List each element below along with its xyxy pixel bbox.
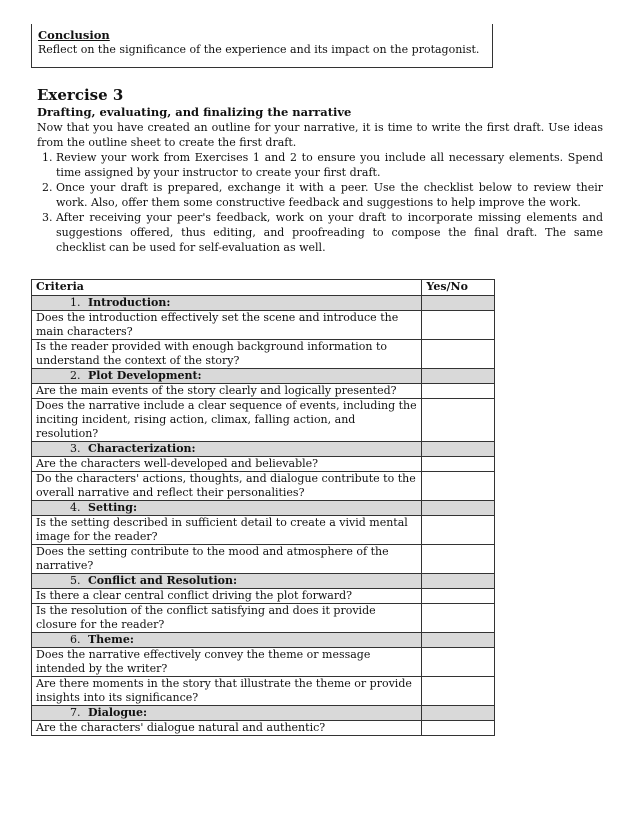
table-row bbox=[32, 604, 495, 633]
yesno-answer-cell[interactable] bbox=[422, 648, 495, 677]
yesno-answer-cell[interactable] bbox=[422, 516, 495, 545]
section-yesno-cell bbox=[422, 442, 495, 457]
section-yesno-cell bbox=[422, 501, 495, 516]
section-title: Conflict and Resolution: bbox=[88, 574, 238, 587]
section-title-cell bbox=[32, 442, 422, 457]
yesno-answer-cell[interactable] bbox=[422, 604, 495, 633]
yesno-answer-cell[interactable] bbox=[422, 384, 495, 399]
yesno-answer-cell[interactable] bbox=[422, 472, 495, 501]
section-title: Theme: bbox=[88, 633, 134, 646]
section-title: Dialogue: bbox=[88, 706, 148, 719]
section-row bbox=[32, 442, 495, 457]
yesno-header: Yes/No bbox=[422, 280, 495, 296]
conclusion-text: Reflect on the significance of the experience and its impact on the protagonist. bbox=[38, 43, 480, 56]
section-yesno-cell bbox=[422, 574, 495, 589]
section-row bbox=[32, 706, 495, 721]
section-row bbox=[32, 369, 495, 384]
section-row bbox=[32, 633, 495, 648]
exercise-title: Exercise 3 bbox=[37, 86, 124, 104]
yesno-answer-cell[interactable] bbox=[422, 545, 495, 574]
table-row bbox=[32, 589, 495, 604]
yesno-answer-cell[interactable] bbox=[422, 677, 495, 706]
criteria-question: Are the characters well-developed and believable? bbox=[32, 457, 422, 472]
criteria-question: Does the narrative include a clear sequence of events, including the inciting incident, rising action, climax, falling action, and resolution? bbox=[32, 399, 422, 442]
conclusion-box bbox=[31, 24, 493, 68]
table-row bbox=[32, 516, 495, 545]
section-row bbox=[32, 501, 495, 516]
yesno-answer-cell[interactable] bbox=[422, 311, 495, 340]
criteria-question: Does the introduction effectively set the scene and introduce the main characters? bbox=[32, 311, 422, 340]
exercise-step: 2. Once your draft is prepared, exchange it with a peer. Use the checklist below to review their work. Also, offer them some constructive feedback and suggestions to help improve the work. bbox=[56, 180, 603, 210]
criteria-header: Criteria bbox=[32, 280, 422, 296]
section-number: 7. bbox=[70, 706, 81, 719]
exercise-section bbox=[37, 86, 603, 255]
table-row bbox=[32, 721, 495, 736]
yesno-answer-cell[interactable] bbox=[422, 589, 495, 604]
table-row bbox=[32, 311, 495, 340]
section-number: 6. bbox=[70, 633, 81, 646]
table-row bbox=[32, 472, 495, 501]
yesno-answer-cell[interactable] bbox=[422, 399, 495, 442]
table-header-row bbox=[32, 280, 495, 296]
table-row bbox=[32, 399, 495, 442]
exercise-step: 3. After receiving your peer's feedback, work on your draft to incorporate missing elements and suggestions offered, thus editing, and proofreading to compose the final draft. The same checklist can be used for self-evaluation as well. bbox=[56, 210, 603, 255]
section-title: Characterization: bbox=[88, 442, 196, 455]
exercise-intro: Now that you have created an outline for your narrative, it is time to write the first draft. Use ideas from the outline sheet to create the first draft. bbox=[37, 121, 603, 149]
section-title-cell bbox=[32, 706, 422, 721]
section-yesno-cell bbox=[422, 369, 495, 384]
section-title-cell bbox=[32, 369, 422, 384]
table-row bbox=[32, 677, 495, 706]
criteria-question: Are there moments in the story that illustrate the theme or provide insights into its significance? bbox=[32, 677, 422, 706]
conclusion-title: Conclusion bbox=[38, 28, 110, 42]
section-number: 4. bbox=[70, 501, 81, 514]
section-title-cell bbox=[32, 574, 422, 589]
section-number: 3. bbox=[70, 442, 81, 455]
criteria-question: Is the setting described in sufficient detail to create a vivid mental image for the reader? bbox=[32, 516, 422, 545]
table-row bbox=[32, 384, 495, 399]
table-row bbox=[32, 545, 495, 574]
criteria-question: Is there a clear central conflict driving the plot forward? bbox=[32, 589, 422, 604]
criteria-table-body bbox=[32, 280, 495, 736]
table-row bbox=[32, 648, 495, 677]
section-number: 2. bbox=[70, 369, 81, 382]
section-row bbox=[32, 574, 495, 589]
yesno-answer-cell[interactable] bbox=[422, 457, 495, 472]
exercise-step: 1. Review your work from Exercises 1 and 2 to ensure you include all necessary elements. Spend time assigned by your instructor to create your first draft. bbox=[56, 150, 603, 180]
section-title: Introduction: bbox=[88, 296, 171, 309]
criteria-question: Is the reader provided with enough background information to understand the context of the story? bbox=[32, 340, 422, 369]
section-title-cell bbox=[32, 633, 422, 648]
criteria-question: Is the resolution of the conflict satisfying and does it provide closure for the reader? bbox=[32, 604, 422, 633]
criteria-question: Do the characters' actions, thoughts, and dialogue contribute to the overall narrative and reflect their personalities? bbox=[32, 472, 422, 501]
exercise-steps bbox=[37, 150, 603, 255]
section-yesno-cell bbox=[422, 706, 495, 721]
criteria-question: Does the narrative effectively convey the theme or message intended by the writer? bbox=[32, 648, 422, 677]
section-title: Setting: bbox=[88, 501, 138, 514]
section-title-cell bbox=[32, 296, 422, 311]
yesno-answer-cell[interactable] bbox=[422, 721, 495, 736]
criteria-question: Are the main events of the story clearly and logically presented? bbox=[32, 384, 422, 399]
section-title: Plot Development: bbox=[88, 369, 202, 382]
criteria-question: Are the characters' dialogue natural and authentic? bbox=[32, 721, 422, 736]
table-row bbox=[32, 340, 495, 369]
criteria-table bbox=[31, 279, 495, 736]
section-number: 1. bbox=[70, 296, 81, 309]
table-row bbox=[32, 457, 495, 472]
exercise-subtitle: Drafting, evaluating, and finalizing the narrative bbox=[37, 105, 352, 119]
section-yesno-cell bbox=[422, 296, 495, 311]
criteria-question: Does the setting contribute to the mood and atmosphere of the narrative? bbox=[32, 545, 422, 574]
yesno-answer-cell[interactable] bbox=[422, 340, 495, 369]
section-yesno-cell bbox=[422, 633, 495, 648]
section-title-cell bbox=[32, 501, 422, 516]
section-row bbox=[32, 296, 495, 311]
section-number: 5. bbox=[70, 574, 81, 587]
